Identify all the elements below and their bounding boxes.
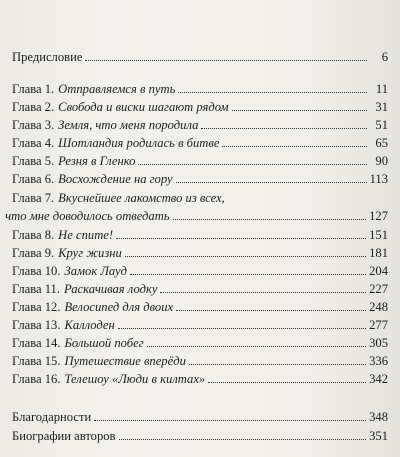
chapter-label: Глава 15. [12,354,61,369]
chapter-title: Свобода и виски шагают рядом [58,100,229,115]
toc-entry-chapter [12,282,388,300]
entry-title: Благодарности [12,410,92,425]
dot-leader [232,109,367,111]
page-number: 305 [369,336,388,351]
chapter-label: Глава 12. [12,299,61,314]
toc-entry-author-bios [12,429,388,447]
page-number: 336 [369,354,388,369]
page-number: 248 [369,299,388,314]
toc-entry-acknowledgements [12,410,388,428]
chapter-title: Восхождение на гору [58,172,173,187]
page-number: 277 [369,318,388,333]
chapter-label: Глава 7. [12,190,55,205]
toc-entry-chapter [12,246,388,264]
toc-entry-chapter [12,372,388,390]
dot-leader [125,255,366,257]
page-number: 31 [375,100,388,115]
chapter-label: Глава 3. [12,118,55,133]
chapter-label: Глава 2. [12,100,55,115]
chapter-label: Глава 1. [12,82,55,96]
chapter-title: Телешоу «Люди в килтах» [64,372,206,387]
dot-leader [118,327,366,329]
toc-entry-chapter [12,82,388,100]
chapter-label: Глава 13. [12,318,61,333]
toc-entry-chapter [12,100,388,118]
page-number: 127 [369,208,388,223]
toc-entry-chapter [12,354,388,372]
page-number: 181 [369,245,388,260]
dot-leader [138,163,367,165]
toc-entry-chapter [12,300,388,318]
dot-leader [160,291,366,293]
page-number: 342 [369,372,388,387]
chapter-title: Большой побег [64,336,144,351]
page-number: 51 [375,118,388,133]
toc-entry-chapter [5,190,388,228]
toc-entry-chapter [12,136,388,154]
chapter-title: Шотландия родилась в битве [58,136,220,151]
chapter-label: Глава 4. [12,136,55,151]
chapter-label: Глава 5. [12,154,55,169]
dot-leader [222,145,367,147]
chapter-title: Каллоден [64,318,115,333]
chapter-title: Резня в Гленко [58,154,136,169]
chapter-title: Замок Лауд [64,263,127,278]
page-number: 65 [375,136,388,151]
toc-entry-chapter [12,118,388,136]
page-number: 113 [369,172,388,187]
page-number: 11 [375,82,388,96]
chapter-title: Отправляемся в путь [58,82,176,96]
chapter-label: Глава 11. [12,281,61,296]
dot-leader [176,309,366,311]
dot-leader [176,181,367,183]
toc-entry-preface [12,50,388,70]
dot-leader [178,91,367,93]
toc-entry-chapter [12,154,388,172]
chapter-label: Глава 14. [12,336,61,351]
dot-leader [189,363,366,365]
chapter-title-line1: Вкуснейшее лакомство из всех, [58,190,225,205]
chapter-title-line2: что мне доводилось отведать [5,208,170,223]
page-number: 6 [381,50,388,64]
page-number: 90 [375,154,388,169]
page-number: 227 [369,281,388,296]
dot-leader [116,237,366,239]
chapter-label: Глава 9. [12,245,55,260]
chapter-title: Круг жизни [58,245,122,260]
chapter-label: Глава 10. [12,263,61,278]
chapter-label: Глава 8. [12,227,55,242]
chapter-label: Глава 6. [12,172,55,187]
toc-entry-chapter [12,172,388,190]
page-number: 204 [369,263,388,278]
dot-leader [208,381,366,383]
chapter-label: Глава 16. [12,372,61,387]
dot-leader [147,345,366,347]
chapter-title: Велосипед для двоих [64,299,174,314]
page-number: 348 [369,410,388,425]
chapter-title: Раскачивая лодку [64,281,158,296]
dot-leader [173,218,367,220]
table-of-contents [5,50,388,447]
page-number: 151 [369,227,388,242]
chapter-title: Путешествие вперёди [64,354,186,369]
toc-entry-chapter [12,228,388,246]
page-number: 351 [369,428,388,443]
entry-title: Биографии авторов [12,428,116,443]
dot-leader [130,273,366,275]
chapter-title: Земля, что меня породила [58,118,199,133]
toc-entry-chapter [12,336,388,354]
toc-entry-chapter [12,318,388,336]
chapter-title: Не спите! [58,227,114,242]
dot-leader [94,419,366,421]
dot-leader [119,438,367,440]
dot-leader [201,127,367,129]
toc-entry-chapter [12,264,388,282]
dot-leader [85,59,367,61]
entry-title: Предисловие [12,50,83,64]
